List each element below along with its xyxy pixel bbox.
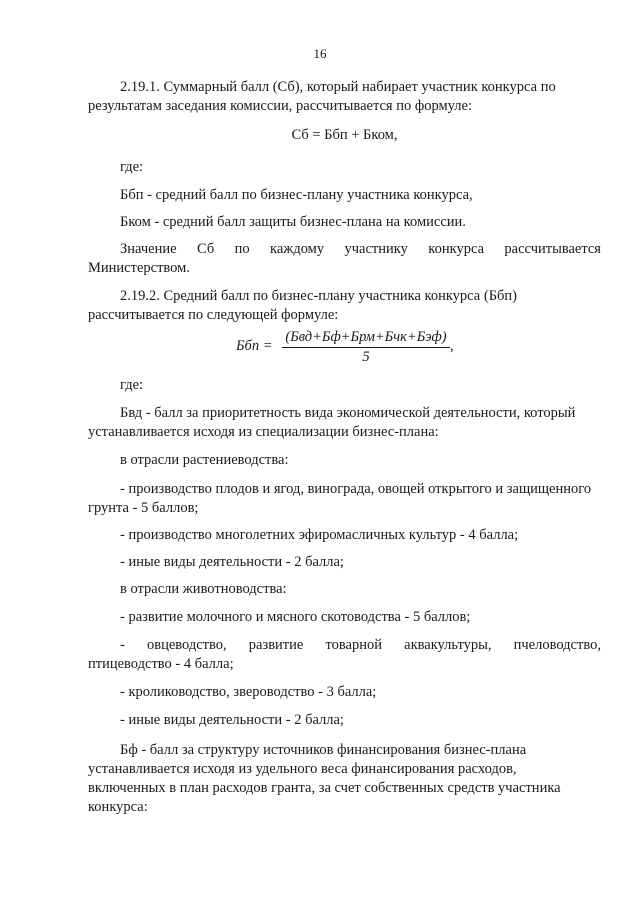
definition-bkom: Бком - средний балл защиты бизнес-плана на комиссии. [120, 214, 466, 230]
live-item1: - развитие молочного и мясного скотоводства - 5 баллов; [120, 609, 471, 625]
p2-line2: рассчитывается по следующей формуле: [88, 307, 339, 323]
crop-item1-line2: грунта - 5 баллов; [88, 500, 199, 516]
bf-line1: Бф - балл за структуру источников финансирования бизнес-плана [120, 742, 527, 758]
bf-line2: устанавливается исходя из удельного веса финансирования расходов, [88, 761, 517, 777]
value-line2: Министерством. [88, 260, 190, 276]
bf-line4: конкурса: [88, 799, 148, 815]
live-item3: - кролиководство, звероводство - 3 балла; [120, 684, 377, 700]
p2-line1: 2.19.2. Средний балл по бизнес-плану участника конкурса (Ббп) [120, 288, 517, 304]
live-item2-line1: - овцеводство, развитие товарной аквакультуры, пчеловодство, [120, 637, 601, 653]
page-number: 16 [313, 46, 327, 61]
paragraph-2-19-1 [88, 78, 601, 116]
p1-line2: результатам заседания комиссии, рассчитывается по формуле: [88, 98, 472, 114]
bvd-line2: устанавливается исходя из специализации бизнес-плана: [88, 424, 439, 440]
value-paragraph [88, 240, 601, 259]
crop-item3: - иные виды деятельности - 2 балла; [120, 554, 344, 570]
definition-bbp: Ббп - средний балл по бизнес-плану участника конкурса, [120, 187, 473, 203]
crop-item1-line1: - производство плодов и ягод, винограда, овощей открытого и защищенного [120, 481, 592, 497]
crop-heading: в отрасли растениеводства: [120, 452, 289, 468]
formula-bbp-denominator: 5 [362, 349, 370, 365]
where-label-2: где: [120, 377, 144, 393]
live-item2 [88, 636, 601, 655]
live-item2-line2: птицеводство - 4 балла; [88, 656, 234, 672]
formula-bbp [236, 328, 496, 368]
crop-item2: - производство многолетних эфиромасличных культур - 4 балла; [120, 527, 519, 543]
livestock-heading: в отрасли животноводства: [120, 581, 287, 597]
formula-bbp-numerator: (Бвд+Бф+Брм+Бчк+Бэф) [285, 329, 447, 345]
bf-line3: включенных в план расходов гранта, за счет собственных средств участника [88, 780, 561, 796]
formula-bbp-lhs: Ббп = [236, 338, 273, 354]
fraction-bar [282, 347, 450, 348]
value-line1: Значение Сб по каждому участнику конкурса рассчитывается [120, 241, 601, 257]
formula-bbp-comma: , [450, 338, 454, 354]
p1-line1: 2.19.1. Суммарный балл (Сб), который набирает участник конкурса по [120, 79, 556, 95]
formula-sb: Сб = Ббп + Бком, [291, 127, 398, 143]
formula-bbp-fraction [282, 328, 450, 365]
where-label-1: где: [120, 159, 144, 175]
live-item4: - иные виды деятельности - 2 балла; [120, 712, 344, 728]
bvd-line1: Бвд - балл за приоритетность вида экономической деятельности, который [120, 405, 576, 421]
